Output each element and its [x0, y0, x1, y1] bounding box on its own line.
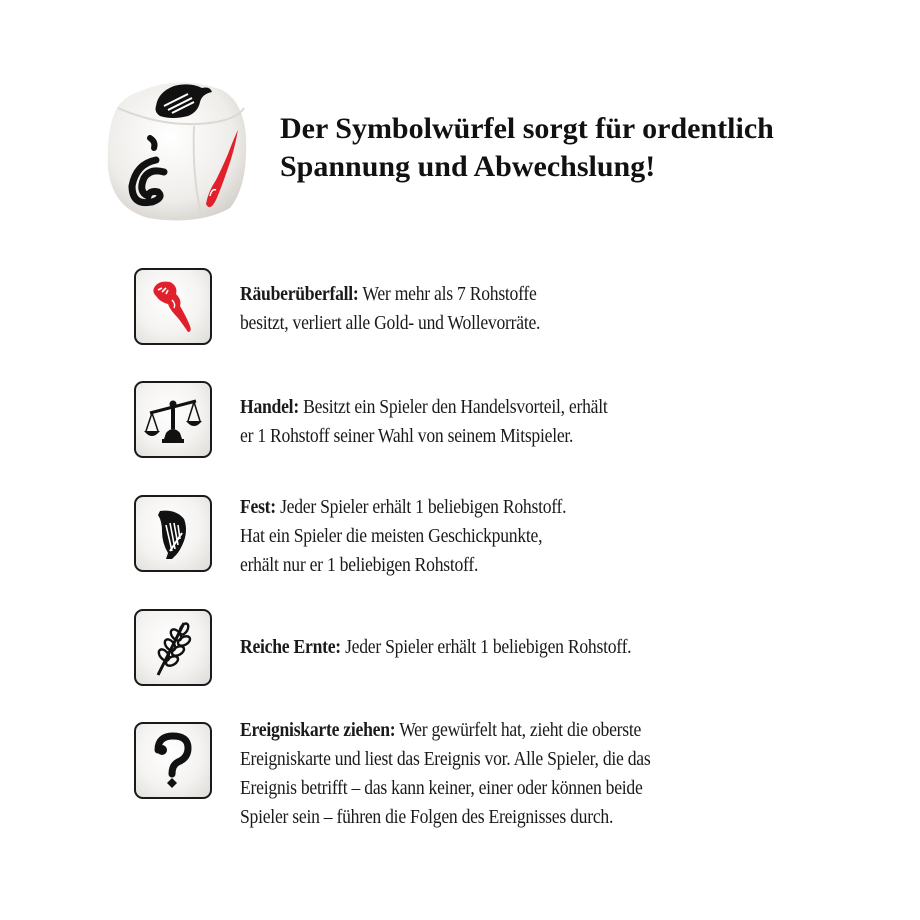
- harp-icon: [142, 503, 204, 565]
- icon-tile: [134, 722, 212, 799]
- item-line: Ereignis betrifft – das kann keiner, einer oder können beide: [240, 777, 643, 799]
- icon-tile: [134, 495, 212, 572]
- item-line: Besitzt ein Spieler den Handelsvorteil, erhält: [298, 396, 608, 418]
- item-description: [240, 393, 920, 451]
- headline-line-1: Der Symbolwürfel sorgt für ordentlich: [280, 112, 774, 145]
- question-mark-icon: [142, 730, 204, 792]
- item-line: er 1 Rohstoff seiner Wahl von seinem Mitspieler.: [240, 425, 574, 447]
- icon-tile: [134, 381, 212, 458]
- item-line: Hat ein Spieler die meisten Geschickpunkte,: [240, 525, 543, 547]
- icon-tile: [134, 609, 212, 686]
- item-line: Wer gewürfelt hat, zieht die oberste: [395, 719, 642, 741]
- item-title: Reiche Ernte:: [240, 636, 341, 658]
- icon-tile: [134, 268, 212, 345]
- torch-icon: [142, 276, 204, 338]
- headline-line-2: Spannung und Abwechslung!: [280, 150, 656, 183]
- item-line: Wer mehr als 7 Rohstoffe: [358, 283, 537, 305]
- item-line: Jeder Spieler erhält 1 beliebigen Rohstoff.: [340, 636, 632, 658]
- item-description: [240, 280, 920, 338]
- item-line: Spieler sein – führen die Folgen des Ereignisses durch.: [240, 806, 614, 828]
- item-line: besitzt, verliert alle Gold- und Wollevorräte.: [240, 312, 541, 334]
- item-title: Handel:: [240, 396, 299, 418]
- item-title: Ereigniskarte ziehen:: [240, 719, 396, 741]
- item-description: [240, 493, 920, 580]
- item-line: erhält nur er 1 beliebigen Rohstoff.: [240, 554, 479, 576]
- item-line: Jeder Spieler erhält 1 beliebigen Rohstoff.: [275, 496, 567, 518]
- item-description: [240, 633, 920, 662]
- item-title: Fest:: [240, 496, 276, 518]
- wheat-icon: [142, 617, 204, 679]
- symbol-die-icon: [98, 68, 258, 228]
- item-line: Ereigniskarte und liest das Ereignis vor. Alle Spieler, die das: [240, 748, 651, 770]
- scales-icon: [142, 389, 204, 451]
- page-title: [280, 110, 880, 186]
- item-title: Räuberüberfall:: [240, 283, 359, 305]
- item-description: [240, 716, 920, 832]
